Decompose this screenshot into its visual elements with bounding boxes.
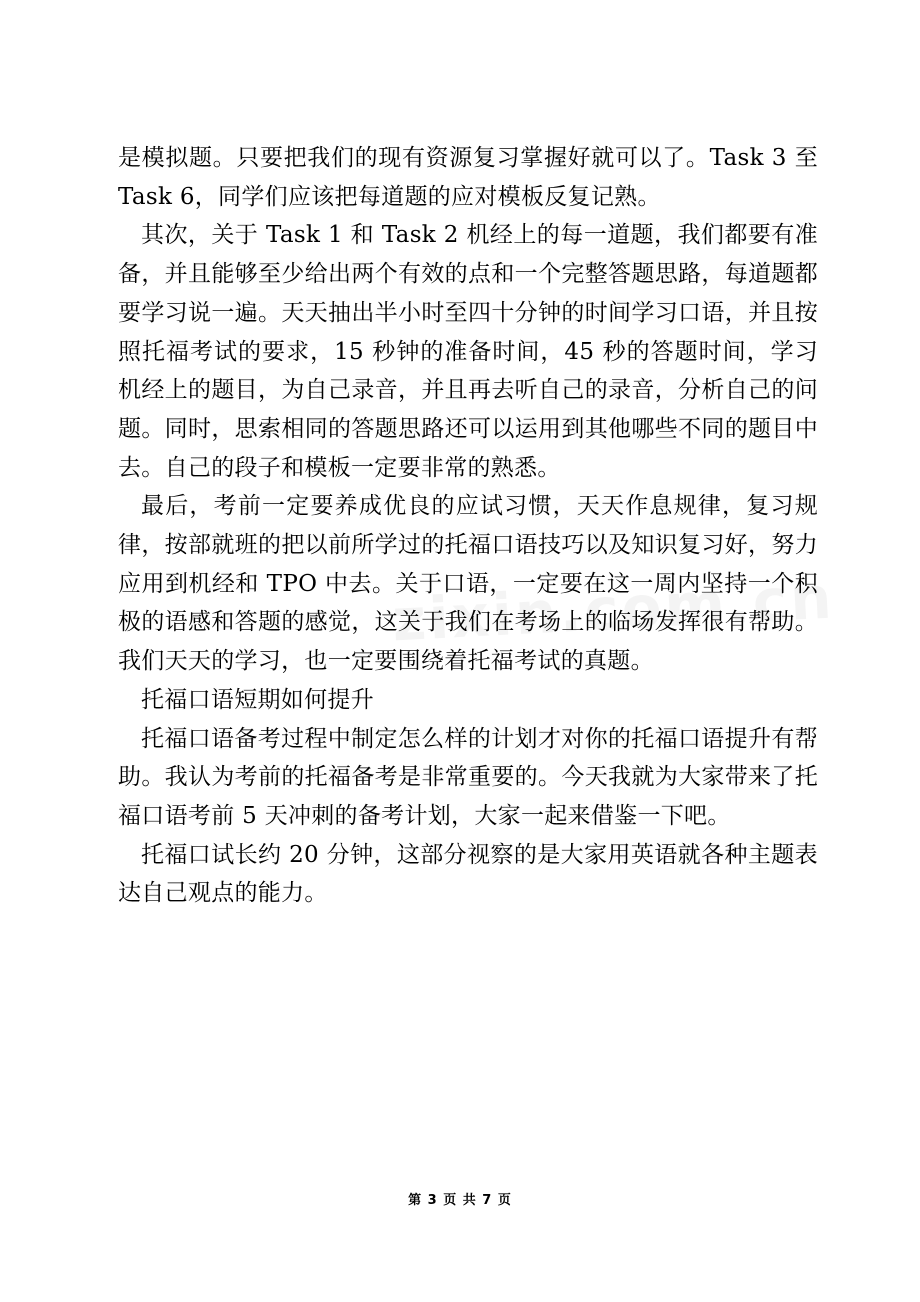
document-body (118, 139, 818, 913)
paragraph-plan-intro: 托福口语备考过程中制定怎么样的计划才对你的托福口语提升有帮助。我认为考前的托福备考是非常重要的。今天我就为大家带来了托福口语考前 5 天冲刺的备考计划，大家一起来借鉴一下吧。 (118, 725, 818, 829)
paragraph-exam-length: 托福口试长约 20 分钟，这部分视察的是大家用英语就各种主题表达自己观点的能力。 (118, 841, 818, 907)
page-number-footer: 第 3 页 共 7 页 (408, 1193, 512, 1208)
paragraph-finally: 最后，考前一定要养成优良的应试习惯，天天作息规律，复习规律，按部就班的把以前所学过的托福口语技巧以及知识复习好，努力应用到机经和 TPO 中去。关于口语，一定要在这一周内坚持一个积极的语感和答题的感觉，这关于我们在考场上的临场发挥很有帮助。我们天天的学习，也一定要围绕着托福考试的真题。 (118, 493, 818, 675)
paragraph-continuation: 是模拟题。只要把我们的现有资源复习掌握好就可以了。Task 3 至 Task 6，同学们应该把每道题的应对模板反复记熟。 (118, 145, 818, 210)
section-heading: 托福口语短期如何提升 (141, 686, 374, 713)
paragraph-secondly: 其次，关于 Task 1 和 Task 2 机经上的每一道题，我们都要有准备，并且能够至少给出两个有效的点和一个完整答题思路，每道题都要学习说一遍。天天抽出半小时至四十分钟的时间学习口语，并且按照托福考试的要求，15 秒钟的准备时间，45 秒的答题时间，学习机经上的题目，为自己录音，并且再去听自己的录音，分析自己的问题。同时，思索相同的答题思路还可以运用到其他哪些不同的题目中去。自己的段子和模板一定要非常的熟悉。 (118, 222, 818, 481)
